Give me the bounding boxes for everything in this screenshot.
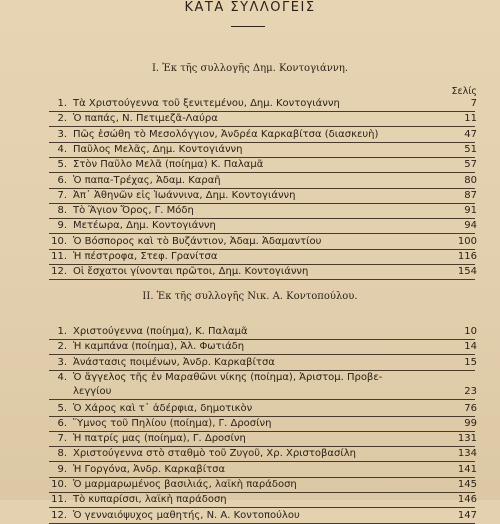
entry-title: Ὁ Χάρος καὶ τ᾿ ἀδέρφια, δημοτικὸν [73, 403, 253, 414]
entry-number: 9. [57, 220, 67, 231]
toc-entry [49, 235, 475, 250]
entry-number: 4. [57, 144, 67, 155]
entry-page-number: 154 [457, 266, 477, 277]
entry-title: Ὁ μαρμαρωμένος βασιλιάς, λαϊκὴ παράδοση [73, 479, 297, 490]
toc-entry [49, 509, 475, 524]
entry-title: Τὸ Ἅγιον Ὄρος, Γ. Μόδη [73, 205, 194, 216]
page-column-label: Σελίς [451, 86, 477, 97]
entry-number: 9. [57, 464, 67, 475]
entry-page-number: 134 [457, 448, 477, 459]
entry-number: 3. [57, 357, 67, 368]
entry-number: 6. [57, 175, 67, 186]
entry-title: Ἀπ᾿ Ἀθηνῶν εἰς Ἰωάννινα, Δημ. Κοντογιάννη [73, 190, 296, 201]
entry-number: 12. [51, 510, 67, 521]
entry-title: Ἡ Γοργόνα, Ἀνδρ. Καρκαβίτσα [73, 464, 226, 475]
entry-number: 3. [57, 129, 67, 140]
toc-entry [49, 143, 475, 158]
toc-entry [49, 158, 475, 173]
toc-entry [49, 97, 475, 112]
page-heading: ΚΑΤΑ ΣΥΛΛΟΓΕΙΣ [184, 0, 316, 15]
entry-number: 5. [57, 403, 67, 414]
toc-entry [49, 402, 475, 417]
entry-title-continuation: λεγγίου [73, 386, 112, 397]
entry-title: Μετέωρα, Δημ. Κοντογιάννη [73, 220, 216, 231]
entry-number: 8. [57, 205, 67, 216]
entry-page-number: 10 [464, 326, 477, 337]
entry-page-number: 51 [464, 144, 477, 155]
entry-page-number: 145 [457, 479, 477, 490]
toc-entry [49, 371, 475, 400]
entry-number: 2. [57, 341, 67, 352]
entry-title: Χριστούγεννα στὸ σταθμὸ τοῦ Ζυγοῦ, Χρ. Χριστοβασίλη [73, 448, 356, 459]
entry-page-number: 141 [457, 464, 477, 475]
entry-number: 6. [57, 418, 67, 429]
toc-entry [49, 356, 475, 371]
entry-number: 7. [57, 190, 67, 201]
toc-entry [49, 417, 475, 432]
entry-number: 4. [57, 372, 67, 383]
entry-title: Χριστούγεννα (ποίημα), Κ. Παλαμᾶ [73, 326, 248, 337]
entry-title: Πῶς ἑσώθη τὸ Μεσολόγγιον, Ἀνδρέα Καρκαβίτσα (διασκευὴ) [73, 129, 379, 140]
entry-title: Ὕμνος τοῦ Πηλίου (ποίημα), Γ. Δροσίνη [73, 418, 272, 429]
toc-entry [49, 250, 475, 265]
section-1-title: I. Ἐκ τῆς συλλογῆς Δημ. Κοντογιάννη. [151, 63, 349, 74]
toc-entry [49, 447, 475, 462]
entry-title: Ὁ ἄγγελος τῆς ἐν Μαραθῶνι νίκης (ποίημα), Ἀριστομ. Προβε- [73, 372, 383, 383]
entry-page-number: 57 [464, 159, 477, 170]
toc-entry [49, 219, 475, 234]
entry-page-number: 76 [464, 403, 477, 414]
entry-number: 10. [51, 479, 67, 490]
toc-entry [49, 432, 475, 447]
entry-title: Ἀνάστασις ποιμένων, Ἀνδρ. Καρκαβίτσα [73, 357, 275, 368]
toc-entry [49, 204, 475, 219]
entry-page-number: 147 [457, 510, 477, 521]
entry-number: 5. [57, 159, 67, 170]
entry-page-number: 15 [464, 357, 477, 368]
entry-page-number: 91 [464, 205, 477, 216]
entry-title: Τὰ Χριστούγεννα τοῦ ξενιτεμένου, Δημ. Κοντογιάννη [73, 98, 340, 109]
entry-title: Οἱ ἔσχατοι γίνονται πρῶτοι, Δημ. Κοντογιάννη [73, 266, 309, 277]
toc-entry [49, 128, 475, 143]
entry-title: Ὁ παπα-Τρέχας, Ἀδαμ. Καραῆ [73, 175, 221, 186]
toc-entry [49, 265, 475, 280]
toc-entry [49, 340, 475, 355]
heading-rule [231, 26, 265, 27]
toc-entry [49, 189, 475, 204]
entry-title: Ἡ καμπάνα (ποίημα), Ἀλ. Φωτιάδη [73, 341, 245, 352]
entry-page-number: 100 [457, 236, 477, 247]
entry-page-number: 80 [464, 175, 477, 186]
entry-title: Ἡ πατρίς μας (ποίημα), Γ. Δροσίνη [73, 433, 246, 444]
entry-page-number: 23 [464, 386, 477, 397]
toc-entry [49, 478, 475, 493]
entry-page-number: 14 [464, 341, 477, 352]
entry-page-number: 131 [457, 433, 477, 444]
entry-page-number: 146 [457, 494, 477, 505]
entry-number: 1. [57, 326, 67, 337]
entry-number: 11. [51, 251, 67, 262]
entry-page-number: 7 [470, 98, 477, 109]
entry-number: 10. [51, 236, 67, 247]
entry-number: 11. [51, 494, 67, 505]
toc-entry [49, 112, 475, 127]
entry-number: 1. [57, 98, 67, 109]
entry-number: 12. [51, 266, 67, 277]
entry-number: 2. [57, 113, 67, 124]
entry-page-number: 116 [457, 251, 477, 262]
section-2-title: II. Ἐκ τῆς συλλογῆς Νικ. Α. Κοντοπούλου. [142, 291, 358, 302]
entry-page-number: 94 [464, 220, 477, 231]
toc-entry [49, 325, 475, 340]
toc-entry [49, 174, 475, 189]
entry-page-number: 99 [464, 418, 477, 429]
entry-title: Ὁ Βόσπορος καὶ τὸ Βυζάντιον, Ἀδαμ. Ἀδαμαντίου [73, 236, 322, 247]
entry-title: Παῦλος Μελᾶς, Δημ. Κοντογιάννη [73, 144, 243, 155]
toc-entry [49, 493, 475, 508]
entry-title: Στὸν Παῦλο Μελᾶ (ποίημα) Κ. Παλαμᾶ [73, 159, 264, 170]
entry-number: 7. [57, 433, 67, 444]
entry-page-number: 11 [464, 113, 477, 124]
entry-title: Τὸ κυπαρίσσι, λαϊκὴ παράδοση [73, 494, 227, 505]
entry-page-number: 47 [464, 129, 477, 140]
toc-entry [49, 463, 475, 478]
entry-number: 8. [57, 448, 67, 459]
entry-title: Ὁ παπάς, Ν. Πετιμεζᾶ-Λαύρα [73, 113, 218, 124]
entry-title: Ὁ γενναιόψυχος μαθητής, Ν. Α. Κοντοπούλου [73, 510, 300, 521]
entry-title: Ἡ πέστροφα, Στεφ. Γρανίτσα [73, 251, 218, 262]
entry-page-number: 87 [464, 190, 477, 201]
